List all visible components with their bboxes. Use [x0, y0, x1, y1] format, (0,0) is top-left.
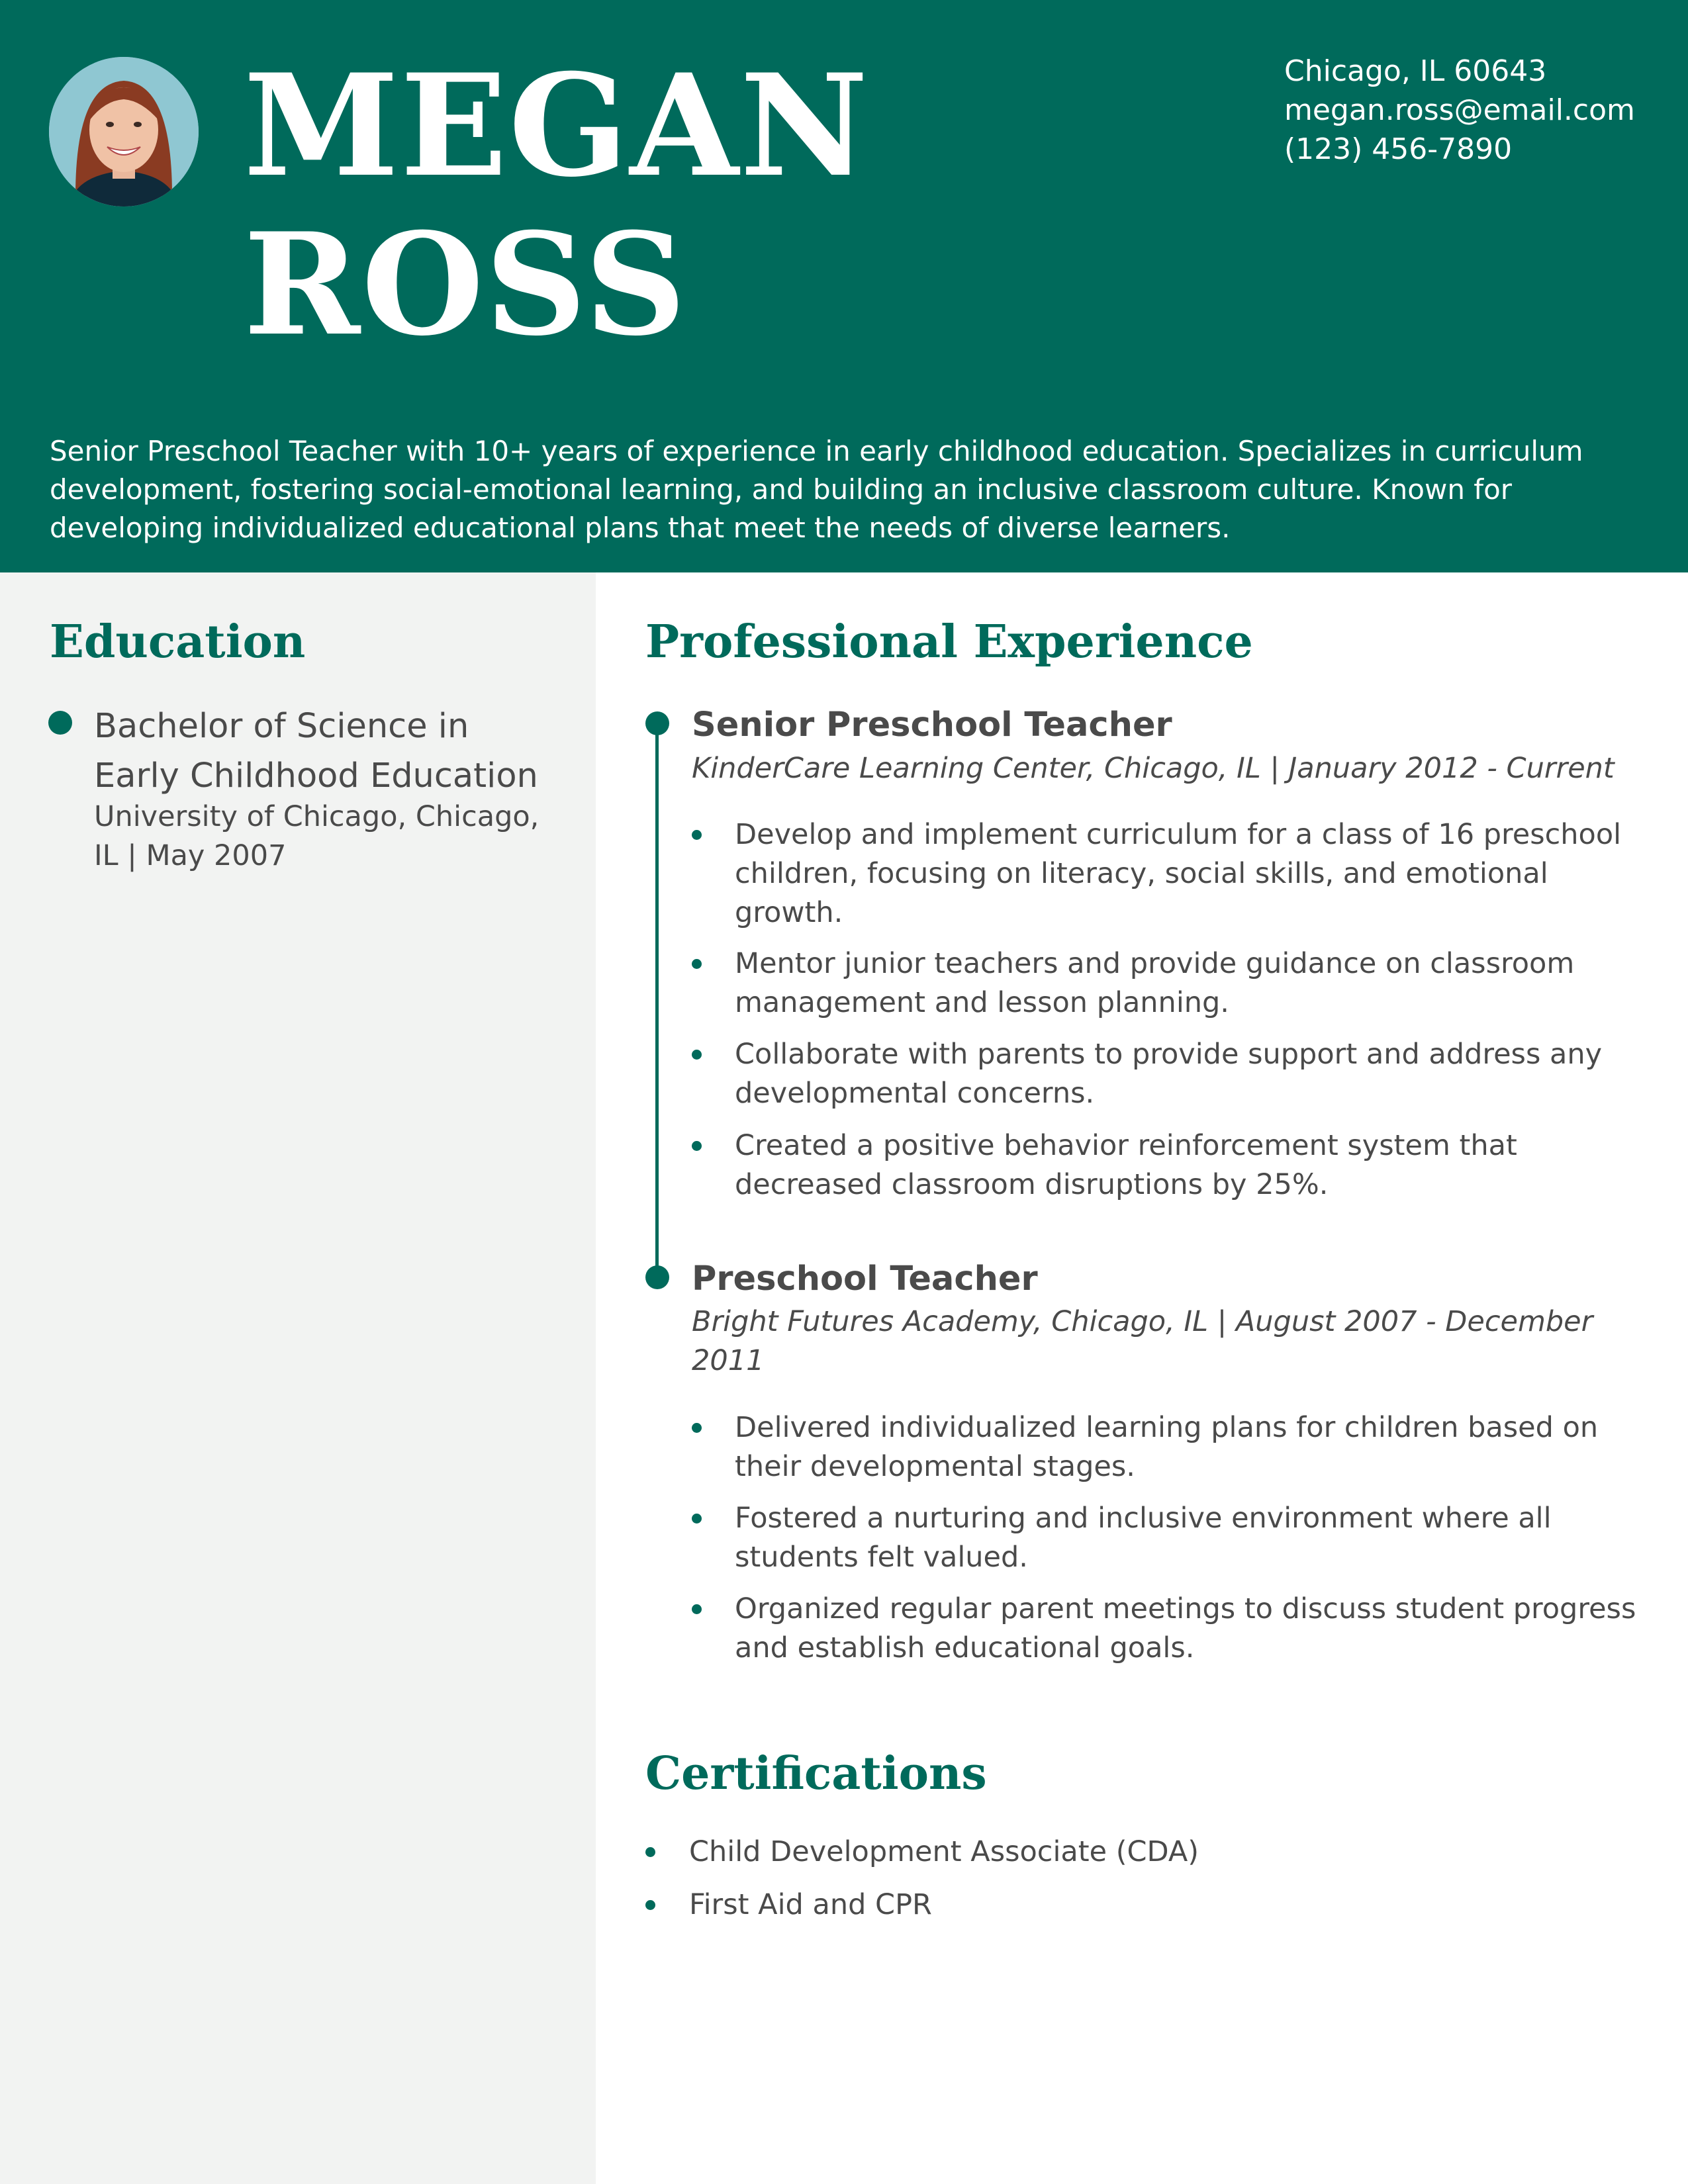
job-1-meta: KinderCare Learning Center, Chicago, IL | January 2012 - Current — [692, 752, 1615, 785]
job-1-bullet-2: Mentor junior teachers and provide guidance on classroom management and lesson planning. — [735, 947, 1575, 1019]
contact-location: Chicago, IL 60643 — [1284, 54, 1547, 88]
job-1-title: Senior Preschool Teacher — [692, 705, 1172, 745]
job-2-bullet-3: Organized regular parent meetings to discuss student progress and establish educational goals. — [735, 1592, 1636, 1664]
job-1-bullet-3-dot — [692, 1050, 702, 1060]
profile-photo — [49, 57, 199, 206]
job-2-bullet-2-dot — [692, 1514, 702, 1524]
job-2-title: Preschool Teacher — [692, 1259, 1038, 1298]
job-1-bullet-4-dot — [692, 1141, 702, 1151]
job-2-bullet-2: Fostered a nurturing and inclusive environment where all students felt valued. — [735, 1502, 1552, 1574]
job-2-bullet-1: Delivered individualized learning plans for children based on their developmental stages. — [735, 1411, 1599, 1483]
certifications-heading: Certifications — [645, 1747, 987, 1800]
job-1-bullet-1-dot — [692, 830, 702, 840]
education-school: University of Chicago, Chicago, IL | May 2007 — [94, 800, 539, 872]
contact-email[interactable]: megan.ross@email.com — [1284, 93, 1635, 127]
last-name: ROSS — [244, 202, 688, 367]
contact-info — [1284, 52, 1635, 169]
job-1-dot — [645, 711, 669, 735]
job-1-bullet-2-dot — [692, 959, 702, 969]
education-heading: Education — [50, 615, 306, 668]
first-name: MEGAN — [244, 43, 870, 208]
job-1-bullet-1: Develop and implement curriculum for a class of 16 preschool children, focusing on literacy, social skills, and emotional growth. — [735, 818, 1622, 929]
job-2-bullet-3-dot — [692, 1604, 702, 1614]
professional-summary: Senior Preschool Teacher with 10+ years of experience in early childhood education. Specializes in curriculum development, fostering social-emotional learning, and building an inclusive classroom culture. Known for developing individualized educational plans that meet the needs of diverse learners. — [50, 435, 1583, 544]
contact-phone: (123) 456-7890 — [1284, 132, 1513, 166]
certification-2-dot — [645, 1900, 655, 1910]
certification-1: Child Development Associate (CDA) — [689, 1835, 1199, 1868]
certification-2: First Aid and CPR — [689, 1888, 932, 1921]
job-1-bullet-4: Created a positive behavior reinforcement system that decreased classroom disruptions by 25%. — [735, 1129, 1517, 1201]
job-2-meta: Bright Futures Academy, Chicago, IL | August 2007 - December 2011 — [692, 1305, 1593, 1377]
job-2-bullet-1-dot — [692, 1423, 702, 1433]
certification-1-dot — [645, 1847, 655, 1857]
experience-timeline — [655, 727, 659, 1279]
header-banner — [0, 0, 1688, 572]
experience-heading: Professional Experience — [645, 615, 1253, 668]
candidate-name — [244, 43, 870, 367]
job-2-dot — [645, 1265, 669, 1289]
profile-photo-image — [49, 57, 199, 206]
education-degree: Bachelor of Science in Early Childhood Education — [94, 707, 538, 796]
job-1-bullet-3: Collaborate with parents to provide support and address any developmental concerns. — [735, 1038, 1603, 1110]
education-dot — [48, 711, 72, 735]
